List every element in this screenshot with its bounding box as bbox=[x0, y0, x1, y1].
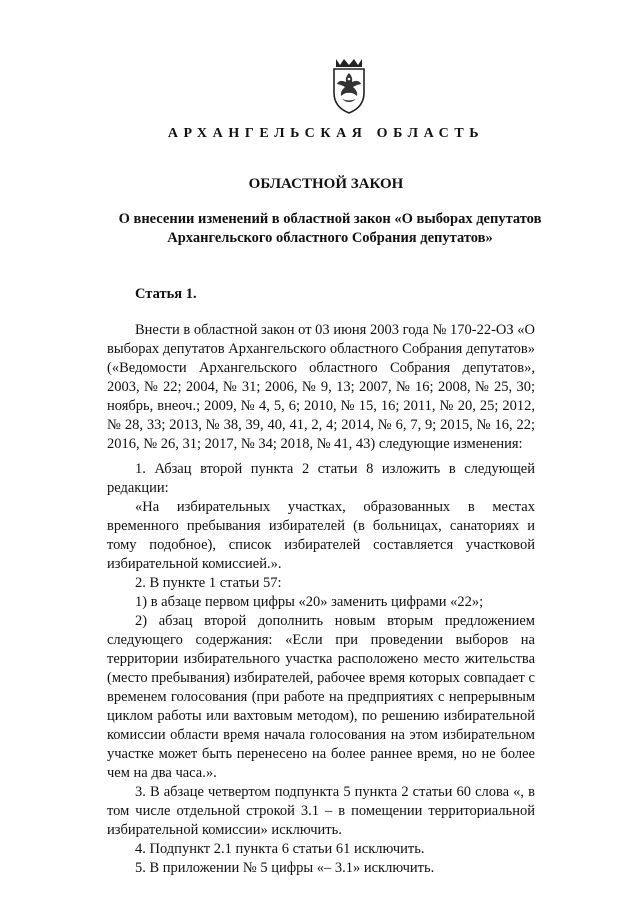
amendment-paragraph: 1) в абзаце первом цифры «20» заменить цифрами «22»; bbox=[135, 594, 484, 610]
document-title: О внесении изменений в областной закон «О выборах депутатов Архангельского областного Собрания депутатов» bbox=[118, 211, 542, 246]
article-heading: Статья 1. bbox=[135, 286, 197, 302]
amendment-paragraph: 4. Подпункт 2.1 пункта 6 статьи 61 исключить. bbox=[135, 841, 425, 857]
amendment-paragraph: 1. Абзац второй пункта 2 статьи 8 изложить в следующей редакции: bbox=[107, 461, 535, 496]
document-type: ОБЛАСТНОЙ ЗАКОН bbox=[248, 176, 404, 192]
amendment-paragraph: 2. В пункте 1 статьи 57: bbox=[135, 575, 282, 591]
amendments-list bbox=[107, 460, 535, 878]
amendment-paragraph: 2) абзац второй дополнить новым вторым предложением следующего содержания: «Если при проведении выборов на территории избирательного участка расположено место жительства (место пребывания) избирателей, рабочее время которых совпадает с временем голосования (при работе на предприятиях с непрерывным циклом работы или вахтовым методом), по решению избирательной комиссии области время начала голосования на этом избирательном участке может быть перенесено на более раннее время, но не более чем на два часа.». bbox=[107, 613, 535, 781]
coat-of-arms-icon bbox=[328, 55, 370, 117]
region-name: АРХАНГЕЛЬСКАЯ ОБЛАСТЬ bbox=[167, 126, 485, 141]
amendment-paragraph: 3. В абзаце четвертом подпункта 5 пункта 2 статьи 60 слова «, в том числе отдельной строкой 3.1 – в помещении территориальной избирательной комиссии» исключить. bbox=[107, 784, 535, 838]
amendment-paragraph: «На избирательных участках, образованных в местах временного пребывания избирателей (в больницах, санаториях и тому подобное), список избирателей составляется участковой избирательной комиссией.». bbox=[107, 499, 535, 572]
amendment-paragraph: 5. В приложении № 5 цифры «– 3.1» исключить. bbox=[135, 860, 435, 876]
article-intro bbox=[107, 321, 535, 454]
intro-paragraph: Внести в областной закон от 03 июня 2003 года № 170-22-ОЗ «О выборах депутатов Архангельского областного Собрания депутатов» («Ведомости Архангельского областного Собрания депутатов», 2003, № 22; 2004, № 31; 2006, № 9, 13; 2007, № 16; 2008, № 25, 30; ноябрь, внеоч.; 2009, № 4, 5, 6; 2010, № 15, 16; 2011, № 20, 25; 2012, № 28, 33; 2013, № 38, 39, 40, 41, 2, 4; 2014, № 6, 7, 9; 2015, № 16, 22; 2016, № 26, 31; 2017, № 34; 2018, № 41, 43) следующие изменения: bbox=[107, 322, 535, 452]
